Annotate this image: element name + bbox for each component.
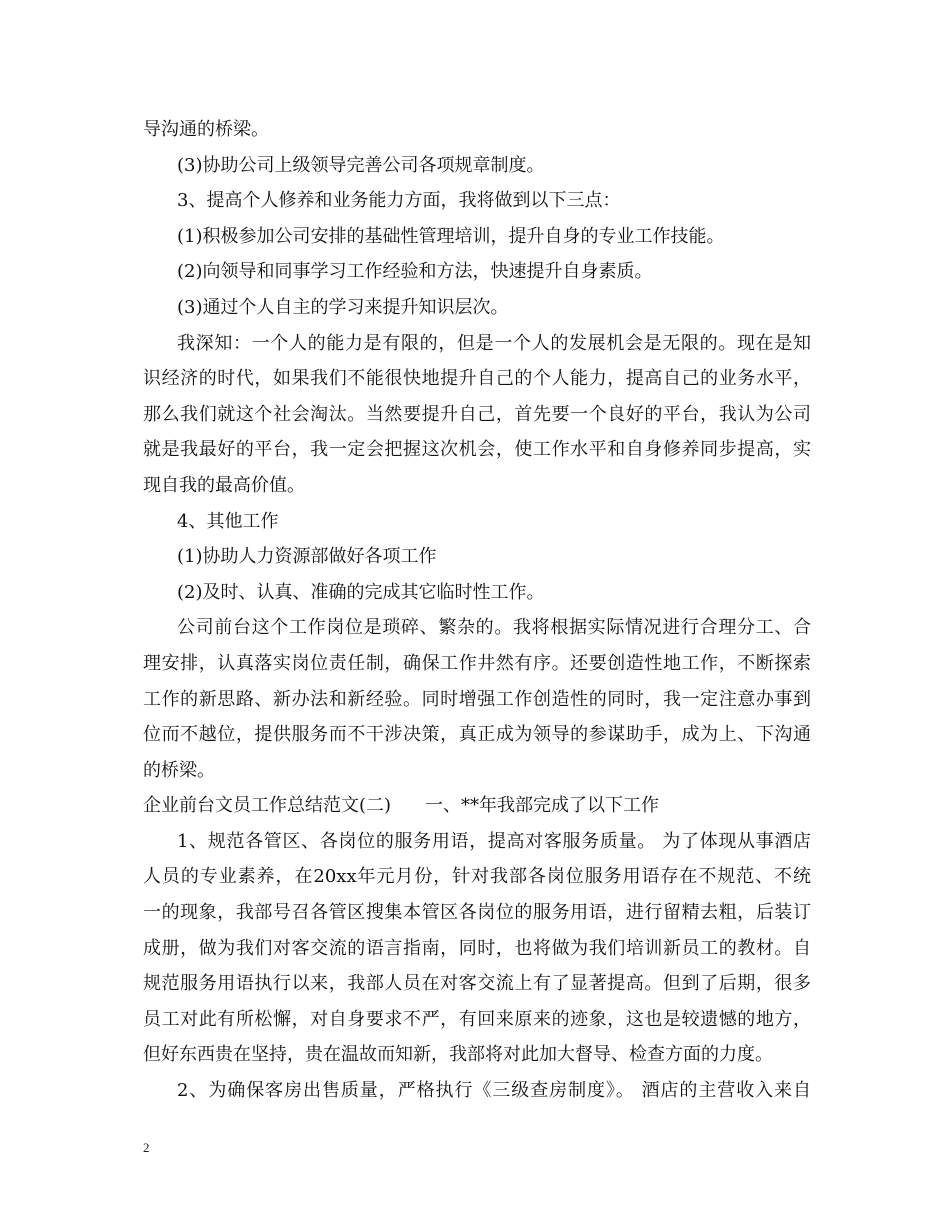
text-line: 识经济的时代，如果我们不能很快地提升自己的个人能力，提高自己的业务水平， (143, 368, 811, 390)
text-line: 那么我们就这个社会淘汰。当然要提升自己，首先要一个良好的平台，我认为公司 (143, 403, 811, 425)
text-line: (3)协助公司上级领导完善公司各项规章制度。 (177, 154, 545, 176)
text-line: (2)向领导和同事学习工作经验和方法，快速提升自身素质。 (177, 261, 653, 283)
text-line: 规范服务用语执行以来，我部人员在对客交流上有了显著提高。但到了后期，很多 (143, 973, 811, 995)
section-title: 企业前台文员工作总结范文(二) (143, 795, 392, 817)
text-line: 导沟通的桥梁。 (143, 119, 269, 140)
text-line: 一的现象，我部号召各管区搜集本管区各岗位的服务用语，进行留精去粗，后装订 (143, 902, 811, 924)
document-body (143, 112, 811, 1109)
text-line: 就是我最好的平台，我一定会把握这次机会，使工作水平和自身修养同步提高，实 (143, 439, 811, 461)
paragraph-block-1 (143, 112, 811, 788)
paragraph-block-2 (143, 824, 811, 1109)
text-line: 人员的专业素养，在20xx年元月份，针对我部各岗位服务用语存在不规范、不统 (143, 866, 811, 888)
text-line: 2、为确保客房出售质量，严格执行《三级查房制度》。 酒店的主营收入来自 (177, 1080, 811, 1102)
text-line: 理安排，认真落实岗位责任制，确保工作井然有序。还要创造性地工作，不断探索 (143, 652, 811, 674)
text-line: 工作的新思路、新办法和新经验。同时增强工作创造性的同时，我一定注意办事到 (143, 688, 811, 710)
text-line: 3、提高个人修养和业务能力方面，我将做到以下三点： (177, 190, 621, 212)
text-line: (3)通过个人自主的学习来提升知识层次。 (177, 296, 509, 318)
page-number: 2 (143, 1140, 150, 1155)
section-subtitle: 一、**年我部完成了以下工作 (425, 795, 660, 817)
text-line: (1)协助人力资源部做好各项工作 (177, 546, 437, 568)
text-line: 的桥梁。 (143, 759, 215, 781)
text-line: 员工对此有所松懈，对自身要求不严，有回来原来的迹象，这也是较遗憾的地方， (143, 1008, 811, 1030)
text-line: 我深知：一个人的能力是有限的，但是一个人的发展机会是无限的。现在是知 (177, 332, 811, 354)
text-line: 成册，做为我们对客交流的语言指南，同时，也将做为我们培训新员工的教材。自 (143, 937, 811, 959)
text-line: (1)积极参加公司安排的基础性管理培训，提升自身的专业工作技能。 (177, 225, 725, 247)
text-line: 4、其他工作 (177, 510, 279, 532)
text-line: 位而不越位，提供服务而不干涉决策，真正成为领导的参谋助手，成为上、下沟通 (143, 724, 811, 746)
section-heading-line (143, 788, 811, 824)
text-line: 但好东西贵在坚持，贵在温故而知新，我部将对此加大督导、检查方面的力度。 (143, 1044, 773, 1066)
text-line: 现自我的最高价值。 (143, 474, 305, 496)
text-line: (2)及时、认真、准确的完成其它临时性工作。 (177, 581, 545, 603)
text-line: 公司前台这个工作岗位是琐碎、繁杂的。我将根据实际情况进行合理分工、合 (177, 617, 811, 639)
text-line: 1、规范各管区、各岗位的服务用语，提高对客服务质量。 为了体现从事酒店 (177, 830, 811, 852)
